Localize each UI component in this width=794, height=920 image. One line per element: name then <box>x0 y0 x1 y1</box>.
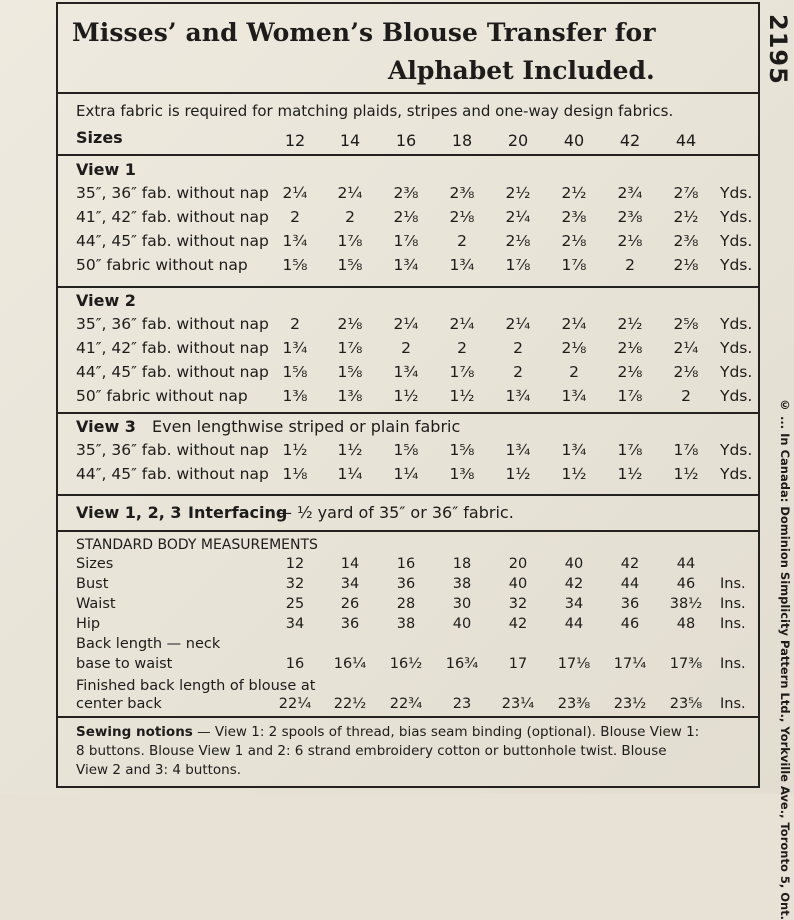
yardage-unit: Yds. <box>720 363 753 381</box>
measurement-value: 20 <box>508 556 528 572</box>
divider <box>58 286 758 288</box>
measurement-value: 46 <box>676 576 696 592</box>
measurement-value: 44 <box>620 576 640 592</box>
fabric-row-label: 41″, 42″ fab. without nap <box>76 208 269 226</box>
yardage-value: 2 <box>290 208 300 226</box>
measurement-value: 34 <box>564 596 584 612</box>
yardage-value: 1½ <box>337 441 363 459</box>
measurement-label: Waist <box>76 596 116 612</box>
yardage-unit: Yds. <box>720 465 753 483</box>
size-header: 20 <box>507 131 529 150</box>
sewing-notions-line: 8 buttons. Blouse View 1 and 2: 6 strand embroidery cotton or buttonhole twist. Blouse <box>76 743 667 759</box>
measurement-value: 16¾ <box>445 656 479 672</box>
measurement-value: 34 <box>340 576 360 592</box>
yardage-value: 2 <box>290 315 300 333</box>
measurement-value: 23½ <box>613 696 647 712</box>
yardage-value: 1⅞ <box>449 363 475 381</box>
yardage-unit: Yds. <box>720 387 753 405</box>
yardage-value: 2⅛ <box>337 315 363 333</box>
fabric-notice: Extra fabric is required for matching plaids, stripes and one-way design fabrics. <box>76 102 674 120</box>
measurement-value: 40 <box>508 576 528 592</box>
measurement-value: 38½ <box>669 596 703 612</box>
yardage-value: 1⅞ <box>673 441 699 459</box>
yardage-value: 1⅞ <box>393 232 419 250</box>
measurement-value: 23¼ <box>501 696 535 712</box>
measurement-value: 17⅛ <box>557 656 591 672</box>
yardage-value: 2¼ <box>449 315 475 333</box>
fabric-row-label: 44″, 45″ fab. without nap <box>76 232 269 250</box>
yardage-value: 2½ <box>617 315 643 333</box>
measurement-value: 48 <box>676 616 696 632</box>
size-header: 42 <box>619 131 641 150</box>
interfacing-views: View 1, 2, 3 <box>76 503 182 522</box>
page-subtitle: Alphabet Included. <box>388 56 655 85</box>
fabric-row-label: 35″, 36″ fab. without nap <box>76 184 269 202</box>
interfacing-text: — ½ yard of 35″ or 36″ fabric. <box>276 503 514 522</box>
view-title: View 2 <box>76 291 136 310</box>
yardage-value: 2⅛ <box>673 256 699 274</box>
size-header: 40 <box>563 131 585 150</box>
measurement-value: 22¾ <box>389 696 423 712</box>
yardage-value: 1½ <box>561 465 587 483</box>
measurement-value: 38 <box>452 576 472 592</box>
yardage-value: 1¾ <box>561 387 587 405</box>
size-header: 18 <box>451 131 473 150</box>
yardage-value: 1½ <box>617 465 643 483</box>
fabric-row-label: 41″, 42″ fab. without nap <box>76 339 269 357</box>
yardage-value: 2 <box>681 387 691 405</box>
measurement-value: 36 <box>620 596 640 612</box>
yardage-value: 2 <box>345 208 355 226</box>
yardage-value: 2⅜ <box>561 208 587 226</box>
measurement-value: 44 <box>676 556 696 572</box>
yardage-value: 1⅝ <box>282 256 308 274</box>
measurement-value: 25 <box>285 596 305 612</box>
yardage-value: 1¾ <box>505 441 531 459</box>
measurement-value: 28 <box>396 596 416 612</box>
measurement-value: 17¼ <box>613 656 647 672</box>
yardage-value: 2 <box>457 232 467 250</box>
yardage-value: 1⅞ <box>617 387 643 405</box>
measurement-value: 38 <box>396 616 416 632</box>
measurement-value: 22½ <box>333 696 367 712</box>
measurement-value: 46 <box>620 616 640 632</box>
yardage-value: 1⅞ <box>337 339 363 357</box>
measurement-value: 44 <box>564 616 584 632</box>
yardage-value: 1¼ <box>393 465 419 483</box>
measurement-value: 23 <box>452 696 472 712</box>
yardage-value: 2⅛ <box>617 363 643 381</box>
yardage-value: 2½ <box>505 184 531 202</box>
divider <box>58 530 758 532</box>
measurement-value: 36 <box>396 576 416 592</box>
measurement-value: 30 <box>452 596 472 612</box>
sizes-header-label: Sizes <box>76 128 123 147</box>
view-subtitle: Even lengthwise striped or plain fabric <box>152 417 461 436</box>
yardage-value: 2 <box>401 339 411 357</box>
yardage-unit: Yds. <box>720 339 753 357</box>
fabric-row-label: 35″, 36″ fab. without nap <box>76 315 269 333</box>
yardage-value: 1⅜ <box>282 387 308 405</box>
yardage-value: 1¾ <box>505 387 531 405</box>
yardage-value: 2¾ <box>617 184 643 202</box>
yardage-value: 2⅛ <box>617 339 643 357</box>
yardage-value: 1⅞ <box>617 441 643 459</box>
interfacing-title: Interfacing <box>188 503 288 522</box>
sewing-notions-line: View 2 and 3: 4 buttons. <box>76 762 242 778</box>
yardage-value: 1⅞ <box>505 256 531 274</box>
yardage-value: 2 <box>513 363 523 381</box>
measurement-value: 12 <box>285 556 305 572</box>
measurement-value: 23⅝ <box>669 696 703 712</box>
yardage-value: 2¼ <box>282 184 308 202</box>
yardage-value: 1⅝ <box>393 441 419 459</box>
divider <box>58 494 758 496</box>
measurement-value: 18 <box>452 556 472 572</box>
fabric-row-label: 44″, 45″ fab. without nap <box>76 465 269 483</box>
yardage-value: 1⅝ <box>337 363 363 381</box>
measurements-heading: STANDARD BODY MEASUREMENTS <box>76 537 318 553</box>
yardage-unit: Yds. <box>720 256 753 274</box>
pattern-number: 2195 <box>764 14 792 85</box>
size-header: 16 <box>395 131 417 150</box>
yardage-value: 1½ <box>282 441 308 459</box>
divider <box>58 412 758 414</box>
measurement-value: 14 <box>340 556 360 572</box>
yardage-value: 1¾ <box>282 339 308 357</box>
measurement-unit: Ins. <box>720 576 746 592</box>
yardage-value: 1⅞ <box>561 256 587 274</box>
measurement-value: 17⅜ <box>669 656 703 672</box>
finished-length-label: center back <box>76 696 162 712</box>
fabric-row-label: 50″ fabric without nap <box>76 387 248 405</box>
yardage-value: 2⅞ <box>673 184 699 202</box>
view-title: View 1 <box>76 160 136 179</box>
yardage-value: 2⅛ <box>561 339 587 357</box>
yardage-value: 2⅛ <box>617 232 643 250</box>
view-title: View 3 <box>76 417 136 436</box>
fabric-row-label: 44″, 45″ fab. without nap <box>76 363 269 381</box>
divider <box>58 716 758 718</box>
yardage-value: 1¾ <box>282 232 308 250</box>
yardage-value: 1¾ <box>393 256 419 274</box>
measurement-unit: Ins. <box>720 696 746 712</box>
yardage-value: 1⅝ <box>282 363 308 381</box>
yardage-value: 1⅝ <box>337 256 363 274</box>
back-length-label: base to waist <box>76 656 173 672</box>
yardage-value: 2 <box>457 339 467 357</box>
yardage-value: 2¼ <box>561 315 587 333</box>
measurement-value: 40 <box>452 616 472 632</box>
yardage-value: 2⅜ <box>673 232 699 250</box>
publisher-credit: © ... In Canada: Dominion Simplicity Pattern Ltd., Yorkville Ave., Toronto 5, Ont. <box>778 398 792 920</box>
measurement-value: 23⅜ <box>557 696 591 712</box>
yardage-value: 2⅜ <box>449 184 475 202</box>
yardage-unit: Yds. <box>720 441 753 459</box>
yardage-value: 2⅜ <box>617 208 643 226</box>
yardage-value: 1½ <box>393 387 419 405</box>
yardage-value: 1½ <box>449 387 475 405</box>
yardage-value: 2½ <box>673 208 699 226</box>
yardage-value: 2⅝ <box>673 315 699 333</box>
yardage-value: 2⅛ <box>393 208 419 226</box>
yardage-value: 2½ <box>561 184 587 202</box>
yardage-value: 1⅜ <box>337 387 363 405</box>
measurement-value: 16½ <box>389 656 423 672</box>
yardage-unit: Yds. <box>720 315 753 333</box>
yardage-value: 1½ <box>505 465 531 483</box>
yardage-value: 1¾ <box>393 363 419 381</box>
measurement-label: Hip <box>76 616 101 632</box>
yardage-value: 1⅞ <box>337 232 363 250</box>
back-length-label: Back length — neck <box>76 636 221 652</box>
finished-length-label: Finished back length of blouse at <box>76 678 316 694</box>
measurement-value: 26 <box>340 596 360 612</box>
yardage-value: 2⅜ <box>393 184 419 202</box>
measurement-value: 16 <box>396 556 416 572</box>
page-title: Misses’ and Women’s Blouse Transfer for <box>72 18 656 47</box>
measurement-value: 32 <box>508 596 528 612</box>
yardage-value: 2⅛ <box>561 232 587 250</box>
yardage-value: 2⅛ <box>449 208 475 226</box>
yardage-value: 2¼ <box>393 315 419 333</box>
measurement-value: 42 <box>564 576 584 592</box>
yardage-unit: Yds. <box>720 184 753 202</box>
measurement-unit: Ins. <box>720 656 746 672</box>
yardage-value: 2 <box>513 339 523 357</box>
yardage-value: 1¾ <box>449 256 475 274</box>
yardage-value: 1¼ <box>337 465 363 483</box>
measurement-label: Bust <box>76 576 109 592</box>
measurement-value: 42 <box>620 556 640 572</box>
measurement-value: 22¼ <box>278 696 312 712</box>
measurement-value: 34 <box>285 616 305 632</box>
yardage-value: 1⅛ <box>282 465 308 483</box>
size-header: 12 <box>284 131 306 150</box>
yardage-value: 1⅜ <box>449 465 475 483</box>
measurement-value: 16 <box>285 656 305 672</box>
yardage-value: 2¼ <box>673 339 699 357</box>
yardage-value: 2⅛ <box>505 232 531 250</box>
size-header: 14 <box>339 131 361 150</box>
measurement-value: 17 <box>508 656 528 672</box>
measurement-value: 40 <box>564 556 584 572</box>
measurement-value: 32 <box>285 576 305 592</box>
yardage-value: 2¼ <box>505 315 531 333</box>
yardage-value: 2 <box>569 363 579 381</box>
measurement-unit: Ins. <box>720 596 746 612</box>
yardage-value: 1⅝ <box>449 441 475 459</box>
fabric-row-label: 50″ fabric without nap <box>76 256 248 274</box>
size-header: 44 <box>675 131 697 150</box>
yardage-value: 1½ <box>673 465 699 483</box>
measurement-value: 36 <box>340 616 360 632</box>
yardage-value: 2 <box>625 256 635 274</box>
yardage-value: 1¾ <box>561 441 587 459</box>
yardage-value: 2¼ <box>337 184 363 202</box>
measurement-value: 16¼ <box>333 656 367 672</box>
yardage-value: 2⅛ <box>673 363 699 381</box>
yardage-value: 2¼ <box>505 208 531 226</box>
sewing-notions-text: — View 1: 2 spools of thread, bias seam binding (optional). Blouse View 1: <box>192 724 700 740</box>
yardage-unit: Yds. <box>720 208 753 226</box>
yardage-unit: Yds. <box>720 232 753 250</box>
fabric-row-label: 35″, 36″ fab. without nap <box>76 441 269 459</box>
sewing-notions-label: Sewing notions <box>76 724 193 740</box>
sewing-notions-line <box>76 724 699 740</box>
measurement-label: Sizes <box>76 556 114 572</box>
measurement-value: 42 <box>508 616 528 632</box>
divider <box>58 92 758 94</box>
measurement-unit: Ins. <box>720 616 746 632</box>
divider <box>58 154 758 156</box>
